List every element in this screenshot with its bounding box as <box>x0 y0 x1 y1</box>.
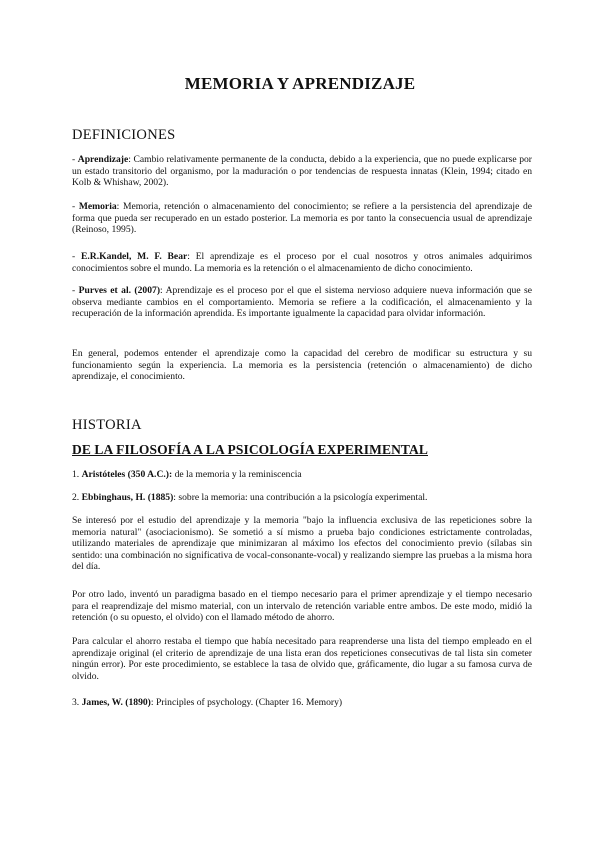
item-text: : sobre la memoria: una contribución a la psicología experimental. <box>173 492 428 503</box>
page-title: MEMORIA Y APRENDIZAJE <box>184 74 416 93</box>
ebbinghaus-paragraph-1: Se interesó por el estudio del aprendizaje y la memoria "bajo la influencia exclusiva de las repeticiones sobre la memoria natural" (asociacionismo). Se sometió a sí mismo a prueba bajo condiciones estrictamente controladas, utilizando materiales de aprendizaje que minimizaran al máximo los efectos del conocimiento previo (sílabas sin sentido: una combinación no significativa de vocal-consonante-vocal) y realizando siempre las pruebas a la misma hora del día. <box>72 515 532 573</box>
definition-text: : Aprendizaje es el proceso por el que el sistema nervioso adquiere nueva información que se observa mediante cambios en el comportamiento. Memoria se refiere a la codificación, el almacenamiento y la recuperación de la información aprendida. Es importante igualmente la capacidad para olvidar información. <box>72 285 532 320</box>
item-prefix: - <box>72 251 81 262</box>
item-term: Ebbinghaus, H. (1885) <box>81 492 174 503</box>
definition-term: Aprendizaje <box>77 154 129 165</box>
historia-item-aristoteles <box>72 469 532 481</box>
definiciones-heading: DEFINICIONES <box>72 127 176 143</box>
definition-purves <box>72 285 532 320</box>
item-prefix: - <box>72 285 79 296</box>
historia-heading: HISTORIA <box>72 417 142 433</box>
definition-term: E.R.Kandel, M. F. Bear <box>80 251 188 262</box>
ebbinghaus-paragraph-2: Por otro lado, inventó un paradigma basado en el tiempo necesario para el primer aprendizaje y el tiempo necesario para el reaprendizaje del mismo material, con un intervalo de retención variable entre ambos. De este modo, midió la retención (o su opuesto, el olvido) con el llamado método de ahorro. <box>72 589 532 624</box>
historia-item-ebbinghaus <box>72 492 532 504</box>
item-term: Aristóteles (350 A.C.): <box>81 469 173 480</box>
definition-text: : Cambio relativamente permanente de la conducta, debido a la experiencia, que no puede explicarse por un estado transitorio del organismo, por la maduración o por tendencias de respuesta innatas (Klein, 1994; citado en Kolb & Whishaw, 2002). <box>72 154 533 189</box>
item-prefix: 1. <box>72 469 82 480</box>
item-text: : Principles of psychology. (Chapter 16. Memory) <box>150 697 343 708</box>
definition-text: : El aprendizaje es el proceso por el cual nosotros y otros animales adquirimos conocimientos sobre el mundo. La memoria es la retención o el almacenamiento de dicho conocimiento. <box>72 251 532 274</box>
item-term: James, W. (1890) <box>81 697 151 708</box>
item-prefix: - <box>72 201 79 212</box>
definition-term: Memoria <box>78 201 117 212</box>
item-prefix: - <box>72 154 78 165</box>
definiciones-summary: En general, podemos entender el aprendizaje como la capacidad del cerebro de modificar su estructura y su funcionamiento según la experiencia. La memoria es la persistencia (retención o almacenamiento) de dicho aprendizaje, el conocimiento. <box>72 348 532 383</box>
definition-term: Purves et al. (2007) <box>78 285 161 296</box>
definition-aprendizaje <box>72 154 532 189</box>
item-prefix: 2. <box>72 492 82 503</box>
historia-item-james <box>72 697 532 709</box>
definition-kandel-bear <box>72 251 532 274</box>
item-prefix: 3. <box>72 697 82 708</box>
historia-subheading: DE LA FILOSOFÍA A LA PSICOLOGÍA EXPERIMENTAL <box>72 442 428 457</box>
ebbinghaus-paragraph-3: Para calcular el ahorro restaba el tiempo que había necesitado para reaprenderse una lista del tiempo empleado en el aprendizaje original (el criterio de aprendizaje de una lista eran dos repeticiones consecutivas de tal lista sin cometer ningún error). Por este procedimiento, se establece la tasa de olvido que, gráficamente, dio lugar a su famosa curva de olvido. <box>72 636 532 682</box>
item-text: de la memoria y la reminiscencia <box>172 469 302 480</box>
definition-memoria <box>72 201 532 236</box>
definition-text: : Memoria, retención o almacenamiento del conocimiento; se refiere a la persistencia del aprendizaje de forma que pueda ser recuperado en un estado posterior. La memoria es por tanto la consecuencia usual de aprendizaje (Reinoso, 1995). <box>72 201 533 236</box>
